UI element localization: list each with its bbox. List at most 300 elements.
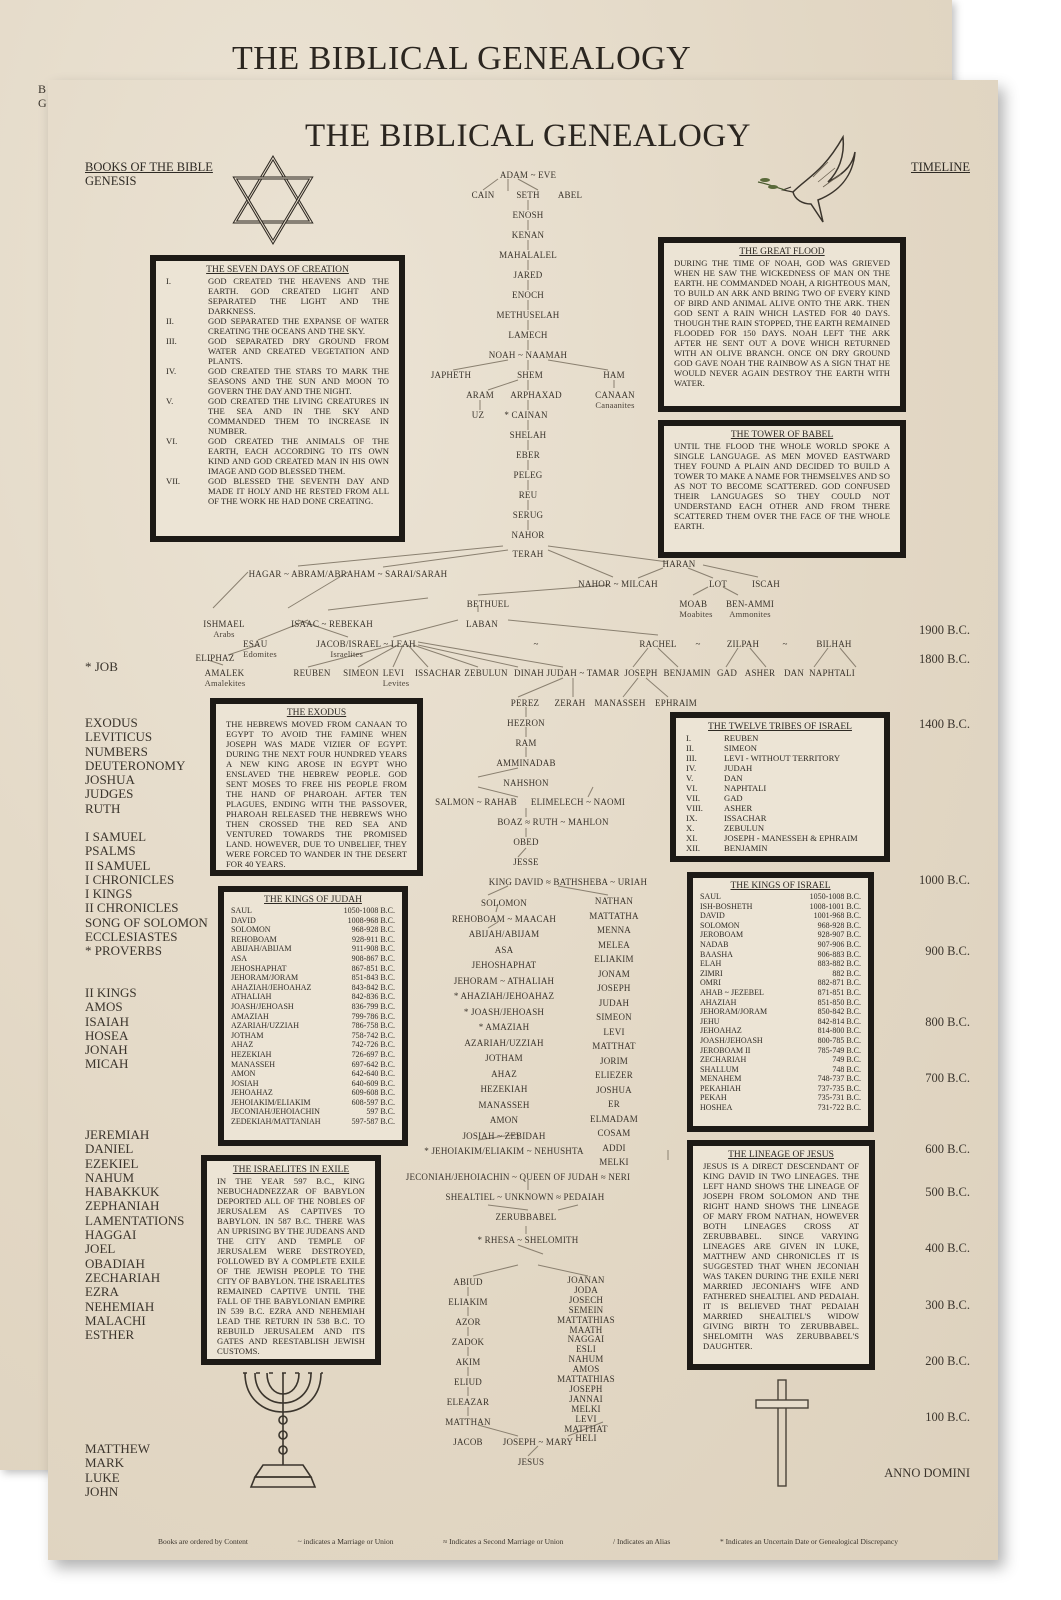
king-row [231,1088,395,1098]
king-name: JEHOAHAZ [231,1088,273,1098]
reign-dates: 1008-968 B.C. [347,915,395,925]
day-number: VI. [166,436,178,446]
tribe-row [686,833,874,843]
anno-domini-label: ANNO DOMINI [884,1466,970,1480]
node-haran: HARAN [662,559,696,569]
reign-dates: 851-843 B.C. [351,973,395,983]
king-name: OMRI [700,978,721,988]
book-name: ISAIAH [85,1013,130,1029]
book-name: LAMENTATIONS [85,1212,185,1228]
tribe-name: LEVI - WITHOUT TERRITORY [724,753,841,763]
node-eliphaz: ELIPHAZ [195,653,235,663]
node-peleg: PELEG [513,470,543,480]
book-name: DEUTERONOMY [85,757,186,773]
king-row [231,973,395,983]
book-name: JOEL [85,1241,116,1257]
king-name: JEHOIAKIM/ELIAKIM [231,1097,311,1107]
day-number: V. [166,396,174,406]
book-name: I SAMUEL [85,829,147,844]
timeline-header: TIMELINE [910,160,970,174]
book-name: II KINGS [85,985,137,1000]
node-judah-tamar: JUDAH ~ TAMAR [546,668,620,678]
node-nathan-lineage: SIMEON [596,1012,632,1022]
reign-dates: 731-722 B.C. [817,1103,861,1113]
king-row [231,925,395,935]
king-name: JEROBOAM II [700,1045,751,1055]
timeline-marker: 300 B.C. [925,1298,970,1312]
king-row [231,1021,395,1031]
box-text: IN THE YEAR 597 B.C., KING NEBUCHADNEZZAR OF BABYLON DEPORTED ALL OF THE NOBLES OF JERUSALEM AS CAPTIVES TO BABYLON. IN 587 B.C. THERE WAS AN UPRISING BY THE JUDEANS AND THE CITY AND TEMPLE OF JERUSALEM WERE DESTROYED, FOLLOWED BY A COMPLETE EXILE OF THE JEWISH PEOPLE TO THE CITY OF BABYLON. THE ISRAELITES REMAINED CAPTIVE UNTIL THE FALL OF THE BABYLONIAN EMPIRE IN 539 B.C. EZRA AND NEHEMIAH LEAD THE RETURN IN 538 B.C. TO REBUILD JERUSALEM AND ITS GATES AND REESTABLISH JEWISH CUSTOMS. [217,1176,365,1356]
node-elimelech-naomi: ELIMELECH ~ NAOMI [530,797,626,807]
reign-dates: 842-814 B.C. [817,1016,861,1026]
node-rhesa: * RHESA ~ SHELOMITH [477,1235,579,1245]
tribe-number: VIII. [686,803,703,813]
reign-dates: 843-842 B.C. [351,982,395,992]
king-name: ATHALIAH [231,992,272,1002]
reign-dates: 928-907 B.C. [817,930,861,940]
day-number: IV. [166,366,177,376]
tribe-name: JOSEPH - MANESSEH & EPHRAIM [724,833,858,843]
book-name: NAHUM [85,1169,135,1185]
king-row [231,1031,395,1041]
book-name: ECCLESIASTES [85,929,178,945]
node-gad: GAD [716,668,738,678]
tribe-name: BENJAMIN [724,843,768,853]
book-name: MICAH [85,1056,129,1072]
king-row [700,1065,861,1075]
node-amalek: AMALEK Amalekites [204,668,246,688]
node-joseph-mary: JOSEPH ~ MARY [502,1437,574,1447]
creation-day [166,476,389,506]
node-enoch: ENOCH [512,290,544,300]
node-king-david: KING DAVID ≈ BATHSHEBA ~ URIAH [488,877,648,887]
node-aram: ARAM [466,390,494,400]
tribes-list [686,733,874,853]
king-row [700,902,861,912]
node-joanan-lineage: HELI [575,1433,597,1444]
node-joanan-lineage: JOANAN [567,1275,605,1285]
king-name: AMAZIAH [231,1011,269,1021]
node-asher: ASHER [744,668,776,678]
node-canaan: CANAAN Canaanites [595,390,635,410]
node-issachar: ISSACHAR [414,668,462,678]
box-israelites-in-exile [201,1155,381,1365]
king-name: PEKAH [700,1093,727,1103]
node-abiud-lineage: ZADOK [451,1337,485,1347]
node-ham: HAM [603,370,625,380]
reign-dates: 735-731 B.C. [817,1093,861,1103]
node-solomon-lineage: JOTHAM [485,1053,523,1063]
king-row [700,1036,861,1046]
reign-dates: 748-737 B.C. [817,1074,861,1084]
timeline-marker: 1900 B.C. [918,623,970,637]
node-dinah: DINAH [514,668,544,678]
book-name: ZEPHANIAH [85,1198,160,1214]
node-joanan-lineage: ESLI [576,1344,596,1355]
node-salmon-rahab: SALMON ~ RAHAB [435,797,517,807]
node-terah: TERAH [512,549,544,559]
node-moab: MOAB Moabites [679,599,713,619]
node-solomon-lineage: REHOBOAM ~ MAACAH [451,913,557,924]
king-name: SOLOMON [231,925,271,935]
king-name: JECONIAH/JEHOIACHIN [231,1107,320,1117]
king-row [231,954,395,964]
king-row [700,892,861,902]
node-nathan-lineage: JOSEPH [597,983,631,993]
creation-day [166,366,389,396]
book-name: HABAKKUK [85,1184,160,1200]
node-serug: SERUG [512,510,544,520]
reign-dates: 968-928 B.C. [817,920,861,930]
reign-dates: 785-749 B.C. [817,1045,861,1055]
node-uz: UZ [471,410,485,420]
node-jesus: JESUS [517,1457,545,1467]
node-reuben: REUBEN [293,668,331,678]
king-name: BAASHA [700,949,733,959]
king-name: JEHOAHAZ [700,1026,742,1036]
king-row [700,1093,861,1103]
king-name: JOASH/JEHOASH [231,1001,294,1011]
node-joanan-lineage: LEVI [575,1413,597,1424]
tribe-name: SIMEON [724,743,757,753]
tribe-name: DAN [724,773,743,783]
box-title: THE TOWER OF BABEL [730,430,834,440]
king-row [700,1007,861,1017]
book-name: HOSEA [85,1027,129,1043]
node-enosh: ENOSH [512,210,544,220]
node-nathan-lineage: JORIM [599,1055,629,1066]
day-text: GOD SEPARATED THE EXPANSE OF WATER CREATING THE OCEANS AND THE SKY. [208,316,389,336]
node-abiud-lineage: ELEAZAR [446,1397,490,1407]
tribe-row [686,763,874,773]
king-row [700,1017,861,1027]
box-text: UNTIL THE FLOOD THE WHOLE WORLD SPOKE A SINGLE LANGUAGE. AS MEN MOVED EASTWARD THEY FOUND A PLAIN AND DECIDED TO BUILD A TOWER TO MAKE A NAME FOR THEMSELVES AND SO AS NOT TO BECOME SCATTERED. GOD CONFUSED THEIR LANGUAGES SO THEY COULD NOT UNDERSTAND EACH OTHER AND FROM THERE SCATTERED THEM OVER THE FACE OF THE WHOLE EARTH. [674,441,890,531]
timeline-marker: 500 B.C. [925,1185,970,1199]
reign-dates: 968-928 B.C. [351,925,395,935]
back-poster-fragment: B [38,82,47,96]
node-ephraim: EPHRAIM [655,698,697,708]
tribe-number: III. [686,753,697,763]
king-row [231,944,395,954]
reign-dates: 609-608 B.C. [351,1088,395,1098]
creation-days-list [166,276,389,506]
king-row [231,992,395,1002]
node-shealtiel: SHEALTIEL ~ UNKNOWN ≈ PEDAIAH [445,1192,605,1202]
node-nathan-lineage: MELEA [598,939,630,950]
king-name: MENAHEM [700,1074,742,1084]
node-shem: SHEM [517,370,543,380]
reign-dates: 883-882 B.C. [817,959,861,969]
king-name: AZARIAH/UZZIAH [231,1021,299,1031]
reign-dates: 786-758 B.C. [351,1021,395,1031]
king-name: JOASH/JEHOASH [700,1035,763,1045]
box-kings-of-judah [218,886,408,1146]
box-kings-of-israel [687,872,874,1132]
node-joanan-lineage: MATTATHIAS [557,1374,615,1384]
node-joanan-lineage: MAATH [569,1324,603,1335]
king-name: JEHORAM/JORAM [231,973,299,983]
king-name: AHAZ [231,1040,254,1050]
king-name: DAVID [700,911,725,921]
king-name: REHOBOAM [231,934,277,944]
kings-of-judah-list [231,906,395,1127]
tribe-number: IV. [686,763,697,773]
king-name: MANASSEH [231,1059,276,1069]
tribe-row [686,783,874,793]
back-poster-fragment: G [38,96,47,110]
book-name: EZEKIEL [85,1155,139,1171]
node-adam-eve: ADAM ~ EVE [499,170,557,180]
king-row [700,950,861,960]
creation-day [166,316,389,336]
reign-dates: 748 B.C. [832,1064,861,1074]
book-name: I KINGS [85,886,133,902]
book-name: II SAMUEL [85,857,151,873]
node-jeconiah: JECONIAH/JEHOIACHIN ~ QUEEN OF JUDAH ≈ NERI [405,1172,631,1182]
king-row [700,1046,861,1056]
node-bethuel: BETHUEL [466,599,510,609]
node-zerubbabel: ZERUBBABEL [495,1212,557,1222]
node-solomon-lineage: SOLOMON [481,898,527,908]
node-solomon-lineage: AZARIAH/UZZIAH [464,1037,544,1048]
reign-dates: 608-597 B.C. [351,1097,395,1107]
node-joanan-lineage: MATTHAT [564,1423,608,1434]
reign-dates: 908-867 B.C. [351,953,395,963]
day-text: GOD SEPARATED DRY GROUND FROM WATER AND CREATED VEGETATION AND PLANTS. [208,336,389,366]
tribe-row [686,813,874,823]
king-row [700,930,861,940]
node-solomon-lineage: AMON [489,1115,519,1125]
box-great-flood [658,237,906,412]
node-nathan-lineage: JOSHUA [596,1084,632,1095]
reign-dates: 1050-1008 B.C. [809,892,861,901]
node-ishmael: ISHMAEL Arabs [203,619,245,639]
king-name: JOTHAM [231,1030,264,1040]
timeline-marker: 600 B.C. [925,1142,970,1156]
timeline-marker: 1400 B.C. [918,717,970,731]
node-nathan-lineage: LEVI [603,1026,625,1037]
book-name: SONG OF SOLOMON [85,914,208,930]
book-name: MATTHEW [85,1441,150,1456]
node-joanan-lineage: SEMEIN [568,1304,604,1315]
reign-dates: 597-587 B.C. [351,1117,395,1127]
node-methuselah: METHUSELAH [496,310,560,320]
node-jacob-leah: JACOB/ISRAEL ~ LEAH Israelites [316,639,416,659]
timeline-marker: 100 B.C. [925,1410,970,1424]
king-row [231,1050,395,1060]
reign-dates: 758-742 B.C. [351,1030,395,1040]
king-row [700,1026,861,1036]
node-joanan-lineage: NAGGAI [567,1334,605,1345]
box-text: JESUS IS A DIRECT DESCENDANT OF KING DAVID IN TWO LINEAGES. THE LEFT HAND SHOWS THE LINEAGE OF JOSEPH FROM SOLOMON AND THE RIGHT HAND SHOWS THE LINEAGE OF MARY FROM NATHAN, HOWEVER BOTH LINEAGES CROSS AT ZERUBBABEL. SINCE VARYING LINEAGES ARE GIVEN IN LUKE, MATTHEW AND CHRONICLES IT IS SUGGESTED THAT WHEN JECONIAH WAS TAKEN DURING THE EXILE NERI MARRIED JECONIAH'S WIFE AND FATHERED SHEALTIEL AND PEDAIAH. IT IS BELIEVED THAT PEDAIAH MARRIED SHEALTIEL'S WIDOW GIVING BIRTH TO ZERUBBABEL. SHELOMITH WAS ZERUBBABEL'S DAUGHTER. [703,1161,859,1351]
book-name: NEHEMIAH [85,1298,155,1314]
king-row [700,911,861,921]
reign-dates: 867-851 B.C. [351,963,395,973]
timeline-marker: 1800 B.C. [918,652,970,666]
king-row [231,1107,395,1117]
node-solomon-lineage: JEHOSHAPHAT [471,960,537,970]
book-name: JOSHUA [85,772,135,788]
book-job: * JOB [85,659,118,674]
node-benjamin: BENJAMIN [663,668,711,678]
book-name: HAGGAI [85,1227,137,1243]
tribe-number: X. [686,823,695,833]
node-amminadab: AMMINADAB [496,758,556,768]
box-title: THE KINGS OF JUDAH [264,895,362,905]
tribe-number: V. [686,773,694,783]
node-nathan-lineage: ELIAKIM [594,954,634,964]
books-group-pentateuch [85,716,185,816]
books-header: BOOKS OF THE BIBLE [85,160,213,174]
node-nahor-milcah: NAHOR ~ MILCAH [578,579,658,589]
node-solomon-lineage: * AMAZIAH [478,1022,530,1032]
node-ben-ammi: BEN-AMMI Ammonites [725,599,775,619]
tribe-name: NAPHTALI [724,783,767,793]
reign-dates: 1050-1008 B.C. [343,906,395,915]
node-bilhah: BILHAH [816,639,852,649]
legend-footer [158,1537,898,1546]
king-name: JEHU [700,1016,720,1026]
king-row [700,978,861,988]
king-row [231,916,395,926]
timeline-marker: 700 B.C. [925,1071,970,1085]
king-name: ISH-BOSHETH [700,901,753,911]
tribe-row [686,803,874,813]
node-reu: REU [518,490,538,500]
king-name: ABIJAH/ABIJAM [231,944,292,954]
legend-item: * Indicates an Uncertain Date or Genealogical Discrepancy [719,1537,898,1546]
king-name: DAVID [231,915,256,925]
reign-dates: 851-850 B.C. [817,997,861,1007]
node-zerah: ZERAH [554,698,586,708]
legend-item: / Indicates an Alias [613,1537,671,1546]
node-dan: DAN [783,668,805,678]
node-jared: JARED [513,270,543,280]
king-row [700,1074,861,1084]
node-zebulun: ZEBULUN [464,668,508,678]
day-number: II. [166,316,174,326]
day-text: GOD CREATED THE STARS TO MARK THE SEASONS AND THE SUN AND MOON TO GOVERN THE DAY AND THE NIGHT. [208,366,389,396]
reign-dates: 1001-968 B.C. [813,911,861,921]
king-name: PEKAHIAH [700,1083,741,1093]
king-row [700,959,861,969]
node-lot: LOT [708,579,728,589]
legend-item: ≈ Indicates a Second Marriage or Union [443,1537,564,1546]
creation-day [166,436,389,476]
reign-dates: 642-640 B.C. [351,1069,395,1079]
menorah-icon [233,1365,333,1495]
tribe-row [686,773,874,783]
box-tower-of-babel [658,420,906,558]
reign-dates: 800-785 B.C. [817,1035,861,1045]
book-name: MALACHI [85,1312,146,1328]
node-joanan-lineage: JANNAI [569,1393,603,1404]
reign-dates: 850-842 B.C. [817,1007,861,1017]
box-title: THE LINEAGE OF JESUS [728,1150,834,1160]
box-lineage-of-jesus [687,1140,875,1370]
node-arphaxad: ARPHAXAD [510,390,562,400]
kings-of-israel-list [700,892,861,1113]
node-abiud-lineage: AZOR [455,1317,481,1327]
king-name: JEHOSHAPHAT [231,963,287,973]
node-simeon: SIMEON [343,668,379,678]
node-solomon-lineage: * JOASH/JEHOASH [463,1006,545,1017]
node-nathan-lineage: ADDI [602,1142,626,1153]
book-name: PSALMS [85,843,136,859]
tribe-row [686,793,874,803]
king-row [231,1069,395,1079]
tribe-number: VI. [686,783,698,793]
node-abel: ABEL [557,190,583,200]
node-nathan-lineage: ER [608,1099,620,1109]
reign-dates: 737-735 B.C. [817,1083,861,1093]
king-name: ZIMRI [700,968,723,978]
box-title: THE EXODUS [286,708,347,718]
king-name: AHAZIAH [700,997,737,1007]
node-nathan-lineage: MELKI [599,1157,629,1167]
node-solomon-lineage: JOSIAH ~ ZEBIDAH [462,1130,546,1141]
tribe-row [686,823,874,833]
book-name: I CHRONICLES [85,871,175,887]
node-laban: LABAN [466,619,498,629]
king-row [231,1040,395,1050]
node-nathan-lineage: JUDAH [598,997,630,1008]
node-solomon-lineage: HEZEKIAH [480,1084,528,1094]
node-joanan-lineage: MELKI [571,1403,601,1414]
reign-dates: 814-800 B.C. [817,1026,861,1036]
book-name: JEREMIAH [85,1127,150,1142]
node-nahshon: NAHSHON [503,778,549,788]
book-name: NUMBERS [85,743,148,759]
reign-dates: 749 B.C. [832,1055,861,1065]
node-naphtali: NAPHTALI [809,668,855,678]
box-title: THE ISRAELITES IN EXILE [232,1165,350,1175]
union-tilde: ~ [533,639,539,649]
node-nahor: NAHOR [511,530,545,540]
node-esau: ESAU Edomites [243,639,277,659]
book-name: LUKE [85,1469,120,1485]
reign-dates: 1008-1001 B.C. [809,901,861,911]
node-solomon-lineage: MANASSEH [478,1099,530,1110]
node-eber: EBER [516,450,540,460]
book-name: JONAH [85,1042,128,1058]
book-name: EZRA [85,1284,119,1300]
creation-day [166,276,389,316]
reign-dates: 906-883 B.C. [817,949,861,959]
timeline-marker: 200 B.C. [925,1354,970,1368]
king-row [700,988,861,998]
king-name: SAUL [700,892,721,901]
tribe-row [686,733,874,743]
box-text: DURING THE TIME OF NOAH, GOD WAS GRIEVED WHEN HE SAW THE WICKEDNESS OF MAN ON THE EARTH. HE COMMANDED NOAH, A RIGHTEOUS MAN, TO BUILD AN ARK AND BRING TWO OF EVERY KIND OF BIRD AND ANIMAL ALIVE ONTO THE ARK. THEN GOD SENT A RAIN WHICH LASTED FOR 40 DAYS. THOUGH THE RAIN STOPPED, THE EARTH REMAINED FLOODED FOR 150 DAYS. NOAH LEFT THE ARK AFTER HE SENT OUT A DOVE WHICH RETURNED WITH AN OLIVE BRANCH. ONCE ON DRY GROUND GOD GAVE NOAH THE RAINBOW AS A SIGN THAT HE WOULD NEVER AGAIN DESTROY THE EARTH WITH WATER. [674,258,890,388]
reign-dates: 882 B.C. [832,968,861,978]
king-row [231,1079,395,1089]
king-row [231,906,395,916]
node-joanan-lineage: AMOS [572,1364,600,1375]
box-seven-days-of-creation [150,255,405,542]
book-name: MARK [85,1455,125,1471]
tribe-name: ASHER [724,803,753,813]
node-shelah: SHELAH [509,430,547,440]
tribe-name: ISSACHAR [724,813,767,823]
books-group-gospels [85,1442,150,1499]
node-abiud-lineage: MATTHAN [445,1417,491,1427]
node-nathan-lineage: COSAM [597,1128,631,1138]
king-row [700,921,861,931]
cross-icon [752,1378,812,1488]
node-abiud-lineage: AKIM [455,1357,481,1367]
book-name: LEVITICUS [85,729,153,745]
